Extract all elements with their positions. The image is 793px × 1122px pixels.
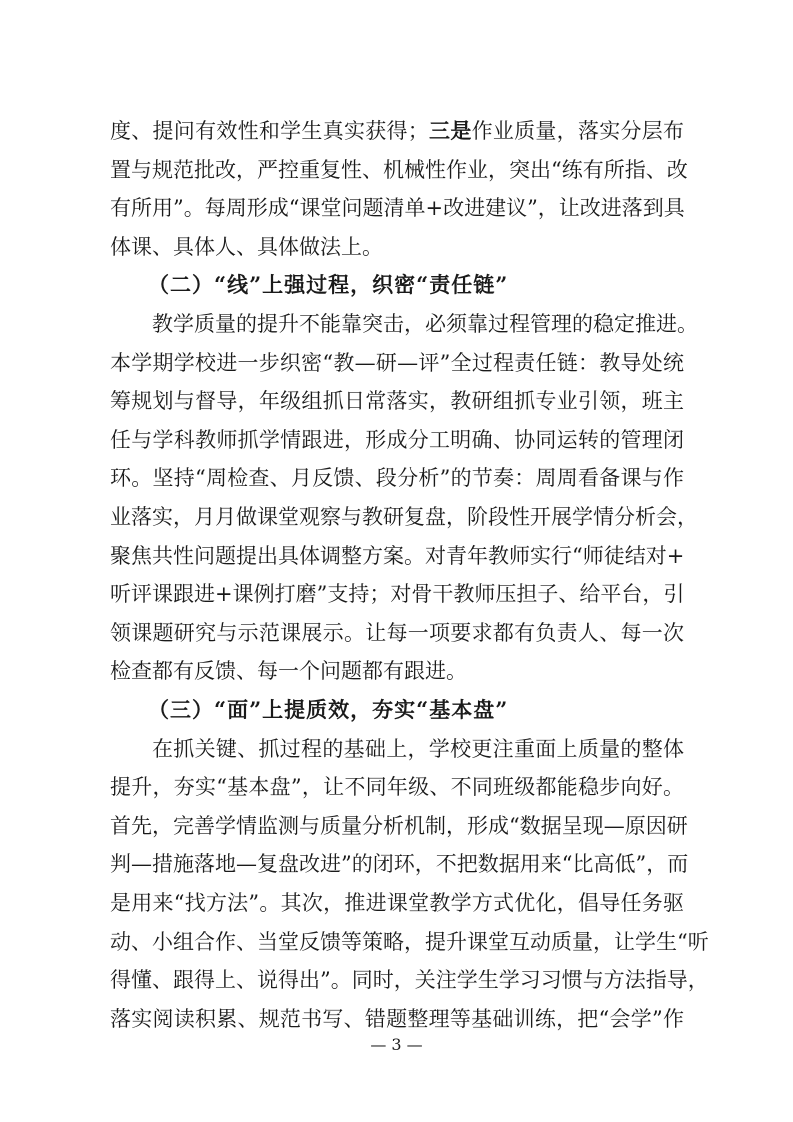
paragraph-line: 首先，完善学情监测与质量分析机制，形成“数据呈现—原因研 <box>110 814 688 838</box>
section-heading: （二）“线”上强过程，织密“责任链” <box>148 272 509 297</box>
paragraph-line: 听评课跟进+课例打磨”支持；对骨干教师压担子、给平台，引 <box>110 582 685 606</box>
paragraph-line: 是用来“找方法”。其次，推进课堂教学方式优化，倡导任务驱 <box>110 891 684 915</box>
paragraph-line: 动、小组合作、当堂反馈等策略，提升课堂互动质量，让学生“听 <box>110 930 709 954</box>
text-run: 作业质量，落实分层布 <box>471 119 685 143</box>
paragraph-line: 置与规范批改，严控重复性、机械性作业，突出“练有所指、改 <box>110 158 688 182</box>
paragraph-line: 本学期学校进一步织密“教—研—评”全过程责任链：教导处统 <box>110 351 684 375</box>
text-run: 度、提问有效性和学生真实获得； <box>110 119 429 143</box>
paragraph-line: 有所用”。每周形成“课堂问题清单+改进建议”，让改进落到具 <box>110 196 685 220</box>
paragraph-line: 判—措施落地—复盘改进”的闭环，不把数据用来“比高低”，而 <box>110 852 689 876</box>
bold-text-run: 三是 <box>428 118 472 143</box>
paragraph-line: 体课、具体人、具体做法上。 <box>110 235 383 259</box>
paragraph-line: 得懂、跟得上、说得出”。同时，关注学生学习习惯与方法指导， <box>110 968 709 992</box>
paragraph-line: 检查都有反馈、每一个问题都有跟进。 <box>110 659 467 683</box>
paragraph-line: 在抓关键、抓过程的基础上，学校更注重面上质量的整体 <box>152 737 684 761</box>
paragraph-line: 任与学科教师抓学情跟进，形成分工明确、协同运转的管理闭 <box>110 428 684 452</box>
page-number: — 3 — <box>370 1035 423 1054</box>
paragraph-line: 提升，夯实“基本盘”，让不同年级、不同班级都能稳步向好。 <box>110 775 684 799</box>
paragraph-line: 落实阅读积累、规范书写、错题整理等基础训练，把“会学”作 <box>110 1007 684 1031</box>
section-heading: （三）“面”上提质效，夯实“基本盘” <box>148 697 509 722</box>
paragraph-line <box>110 117 684 145</box>
paragraph-line: 筹规划与督导，年级组抓日常落实，教研组抓专业引领，班主 <box>110 389 684 413</box>
paragraph-line: 聚焦共性问题提出具体调整方案。对青年教师实行“师徒结对+ <box>110 544 685 568</box>
paragraph-line: 领课题研究与示范课展示。让每一项要求都有负责人、每一次 <box>110 621 684 645</box>
paragraph-line: 业落实，月月做课堂观察与教研复盘，阶段性开展学情分析会， <box>110 505 698 529</box>
paragraph-line: 教学质量的提升不能靠突击，必须靠过程管理的稳定推进。 <box>152 312 698 336</box>
paragraph-line: 环。坚持“周检查、月反馈、段分析”的节奏：周周看备课与作 <box>110 466 684 490</box>
